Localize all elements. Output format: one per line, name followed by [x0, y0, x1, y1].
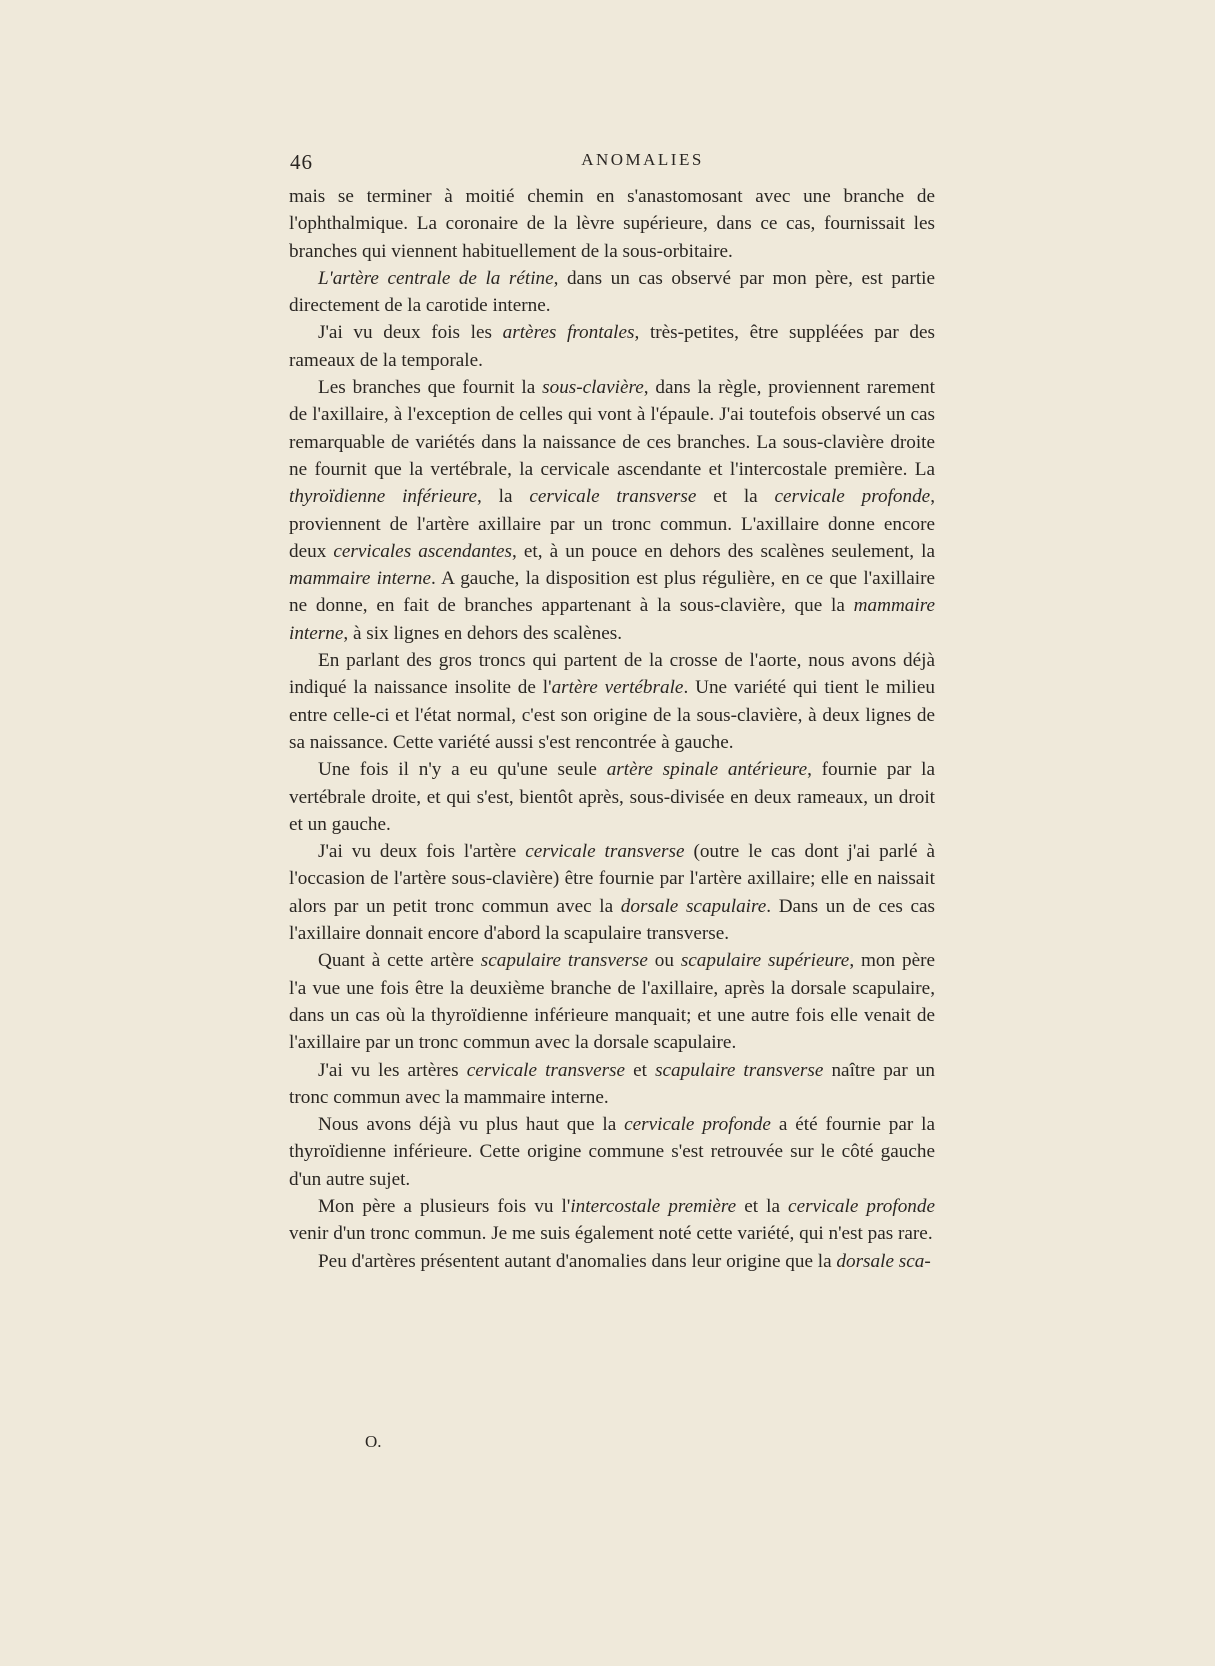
text-run: , dans un cas observé par mon père, est partie directement de la carotide interne.: [289, 267, 935, 317]
text-run: Quant à cette artère: [318, 950, 481, 972]
italic-term: cervicale transverse: [466, 1059, 626, 1081]
text-run: , la: [477, 486, 530, 508]
paragraph: [289, 1193, 935, 1248]
text-run: naître par un tronc commun avec la mammaire interne.: [289, 1059, 935, 1108]
text-run: Mon père a plusieurs fois vu l': [318, 1195, 571, 1217]
text-run: . Une variété qui tient le milieu entre celle-ci et l'état normal, c'est son origine de la sous-clavière, à deux lignes de sa naissance. Cette variété aussi s'est rencontrée à gauche.: [289, 677, 936, 753]
text-run: J'ai vu deux fois les: [318, 322, 503, 344]
text-run: ou: [647, 950, 681, 972]
paragraph: [289, 647, 935, 756]
italic-term: dorsale sca-: [836, 1250, 931, 1272]
text-run: , proviennent de l'artère axillaire par un tronc commun. L'axillaire donne encore deux: [289, 486, 935, 562]
text-run: et la: [736, 1195, 789, 1217]
text-run: Nous avons déjà vu plus haut que la: [318, 1114, 625, 1136]
body-text: [289, 183, 935, 1275]
text-run: . Dans un de ces cas l'axillaire donnait encore d'abord la scapulaire transverse.: [289, 895, 935, 945]
italic-term: scapulaire supérieure: [680, 950, 850, 972]
text-run: . A gauche, la disposition est plus régulière, en ce que l'axillaire ne donne, en fait de branches appartenant à la sous-clavière, que la: [289, 568, 935, 617]
italic-term: cervicale transverse: [525, 841, 685, 863]
italic-term: dorsale scapulaire: [620, 895, 767, 917]
text-run: et la: [696, 486, 775, 508]
text-run: Les branches que fournit la: [318, 377, 543, 399]
page-number: 46: [290, 150, 313, 174]
text-run: (outre le cas dont j'ai parlé à l'occasion de l'artère sous-clavière) être fournie par l'artère axillaire; elle en naissait alors par un petit tronc commun avec la: [289, 841, 935, 917]
italic-term: sous-clavière: [542, 377, 644, 399]
text-run: , dans la règle, proviennent rarement de l'axillaire, à l'exception de celles qui vont à l'épaule. J'ai toutefois observé un cas remarquable de variétés dans la naissance de ces branches. La sous-clavière droite ne fournit que la vertébrale, la cervicale ascendante et l'intercostale première. La: [289, 377, 935, 480]
running-title: ANOMALIES: [581, 150, 704, 169]
italic-term: scapulaire transverse: [655, 1059, 824, 1081]
italic-term: artère vertébrale: [551, 677, 684, 699]
italic-term: scapulaire transverse: [480, 950, 648, 972]
signature-mark: O.: [365, 1432, 382, 1451]
paragraph: [289, 756, 935, 838]
italic-term: artères frontales: [502, 322, 635, 344]
italic-term: cervicale profonde: [624, 1114, 771, 1136]
text-run: En parlant des gros troncs qui partent de la crosse de l'aorte, nous avons déjà indiqué la naissance insolite de l': [289, 650, 935, 699]
italic-term: cervicale transverse: [529, 486, 697, 508]
paragraph: [289, 1111, 935, 1193]
text-run: , très-petites, être suppléées par des rameaux de la temporale.: [289, 322, 935, 371]
italic-term: mammaire interne: [289, 568, 432, 590]
italic-term: cervicales ascendantes: [333, 540, 513, 562]
text-run: , à six lignes en dehors des scalènes.: [343, 622, 623, 644]
paragraph: [289, 265, 935, 320]
text-run: , mon père l'a vue une fois être la deuxième branche de l'axillaire, après la dorsale scapulaire, dans un cas où la thyroïdienne inférieure manquait; et une autre fois elle venait de l'axillaire par un tronc commun avec la dorsale scapulaire.: [289, 950, 935, 1054]
paragraph: [289, 947, 935, 1056]
paragraph: [289, 1248, 935, 1275]
text-run: et: [625, 1059, 656, 1081]
paragraph: [289, 319, 935, 374]
text-run: mais se terminer à moitié chemin en s'anastomosant avec une branche de l'ophthalmique. La coronaire de la lèvre supérieure, dans ce cas, fournissait les branches qui viennent habituellement de la sous-orbitaire.: [289, 186, 935, 262]
page-header: [290, 150, 935, 180]
text-run: , fournie par la vertébrale droite, et qui s'est, bientôt après, sous-divisée en deux rameaux, un droit et un gauche.: [289, 759, 935, 835]
text-run: Une fois il n'y a eu qu'une seule: [318, 759, 607, 781]
text-run: J'ai vu deux fois l'artère: [318, 841, 526, 863]
text-run: , et, à un pouce en dehors des scalènes seulement, la: [512, 540, 935, 562]
paragraph: [289, 838, 935, 947]
text-run: J'ai vu les artères: [318, 1059, 467, 1081]
italic-term: intercostale première: [570, 1195, 737, 1217]
italic-term: artère spinale antérieure: [606, 759, 808, 781]
paragraph: [289, 1057, 935, 1112]
italic-term: cervicale profonde: [788, 1195, 936, 1217]
italic-term: cervicale profonde: [774, 486, 931, 508]
paragraph: [289, 183, 935, 265]
paragraph: [289, 374, 935, 647]
text-run: Peu d'artères présentent autant d'anomalies dans leur origine que la: [318, 1250, 837, 1272]
italic-term: mammaire interne: [289, 595, 935, 644]
italic-term: thyroïdienne inférieure: [289, 486, 478, 508]
italic-term: L'artère centrale de la rétine: [318, 267, 554, 289]
text-run: venir d'un tronc commun. Je me suis également noté cette variété, qui n'est pas rare.: [289, 1223, 933, 1245]
text-run: a été fournie par la thyroïdienne inférieure. Cette origine commune s'est retrouvée sur le côté gauche d'un autre sujet.: [289, 1114, 936, 1190]
